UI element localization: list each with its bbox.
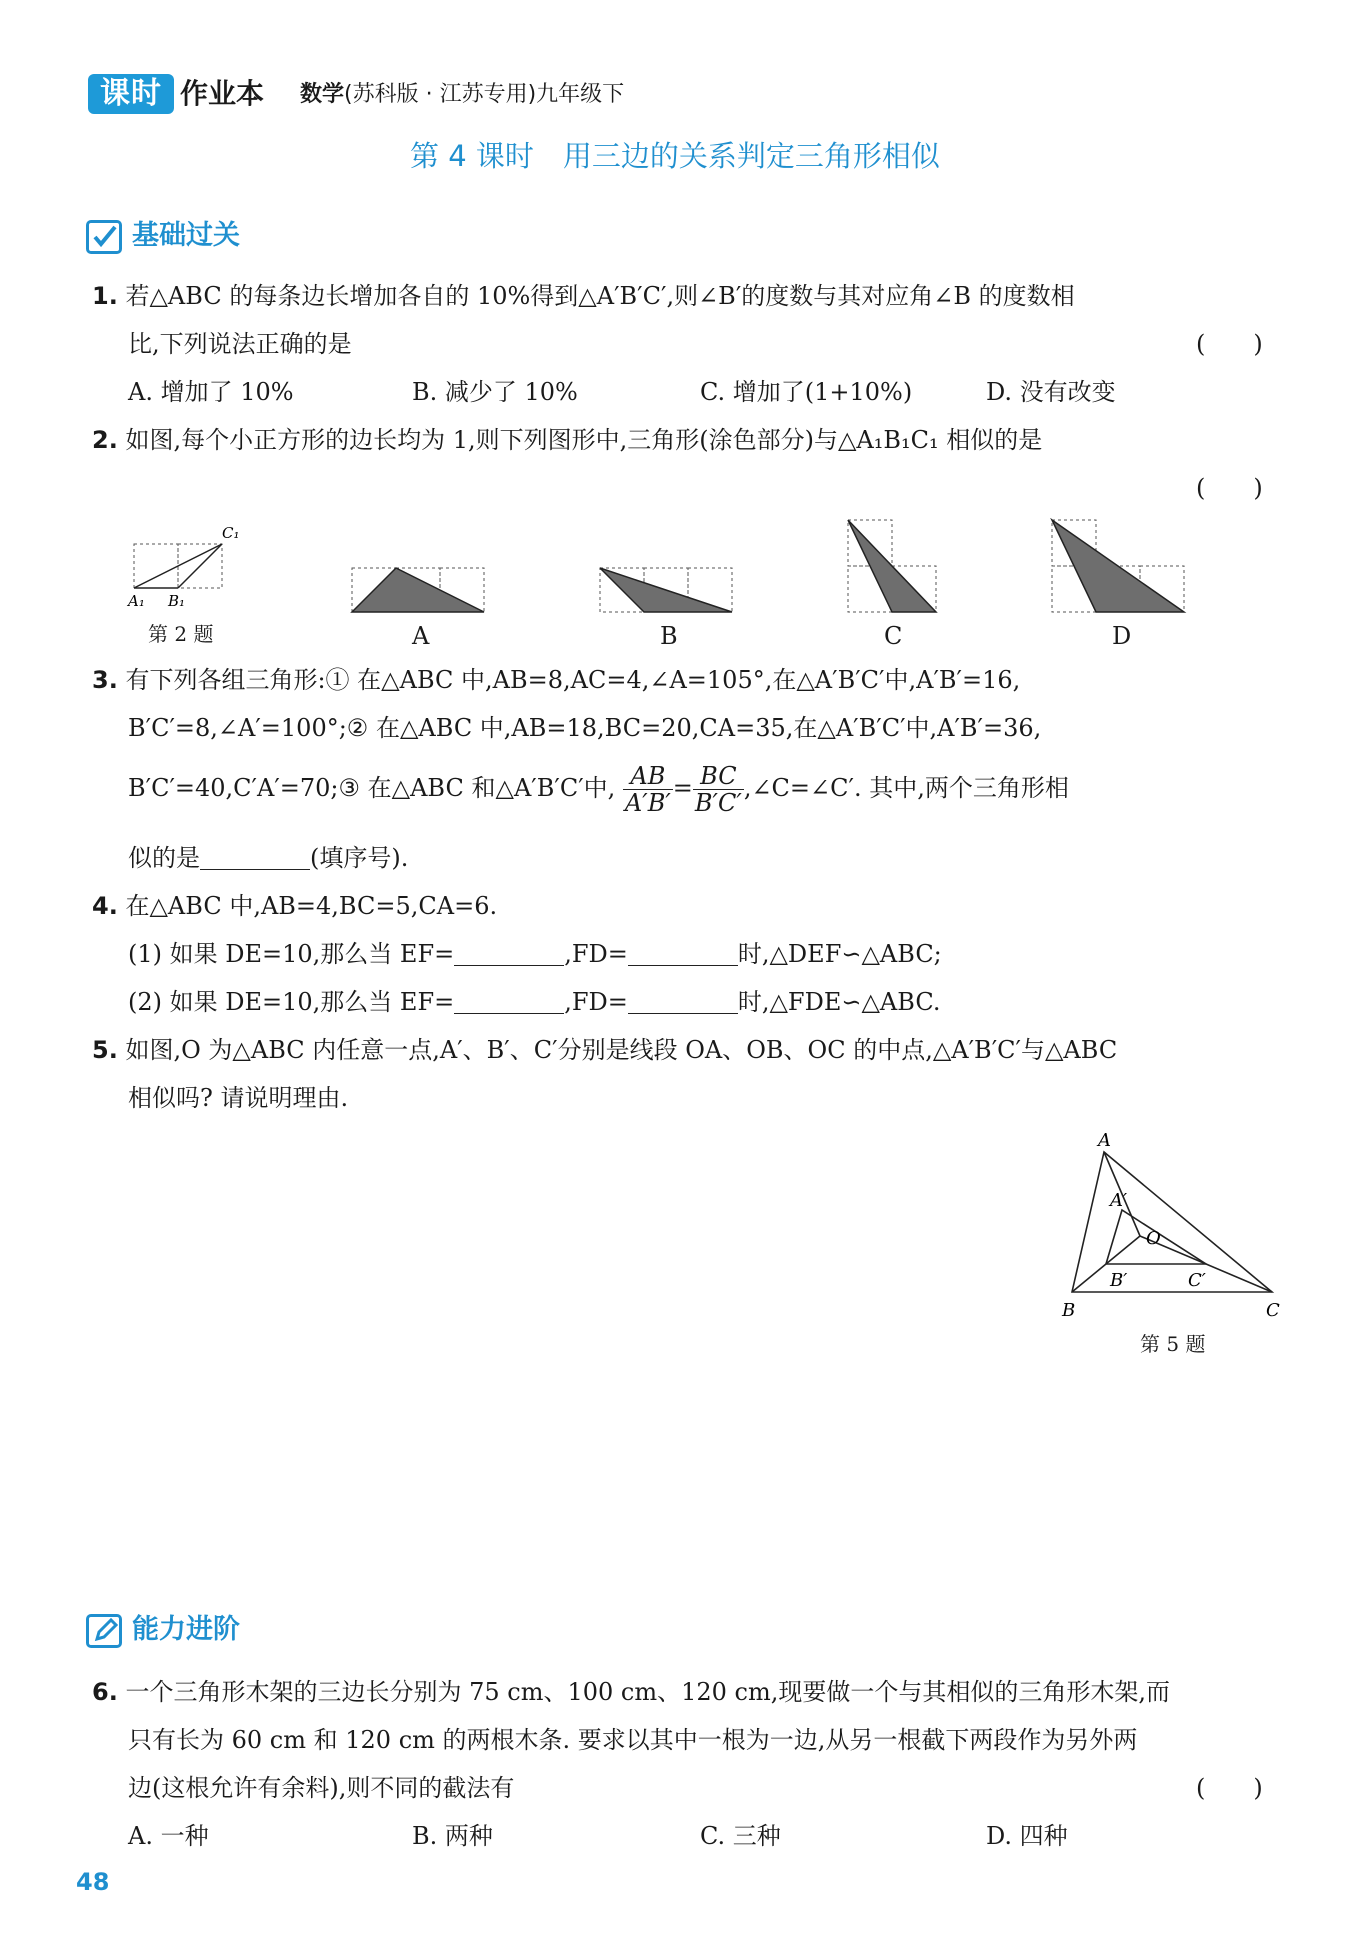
q1-option-a: A. 增加了 10% (128, 378, 294, 406)
q6-option-c: C. 三种 (700, 1822, 781, 1850)
q4-p2-c: 时,△FDE∽△ABC. (737, 988, 941, 1016)
q5-label-c: C (1266, 1300, 1280, 1321)
q4-text1: 在△ABC 中,AB=4,BC=5,CA=6. (125, 892, 498, 920)
q3-text4-pre: 似的是 (128, 844, 200, 872)
q3-line3 (128, 760, 1069, 816)
q6-text1: 一个三角形木架的三边长分别为 75 cm、100 cm、120 cm,现要做一个与其相似的三角形木架,而 (125, 1678, 1170, 1706)
q1-number: 1. (92, 282, 118, 310)
q4-p1-ef-blank[interactable] (454, 939, 564, 966)
q1-answer-paren: ( ) (1196, 330, 1263, 358)
q3-frac2-numerator: BC (693, 763, 744, 790)
q1-text1: 若△ABC 的每条边长增加各自的 10%得到△A′B′C′,则∠B′的度数与其对应角∠B 的度数相 (125, 282, 1075, 310)
q3-text3-pre: B′C′=40,C′A′=70;③ 在△ABC 和△A′B′C′中, (128, 774, 616, 802)
q3-text3-post: ,∠C=∠C′. 其中,两个三角形相 (743, 774, 1069, 802)
q3-number: 3. (92, 666, 118, 694)
q2-option-b-label: B (660, 622, 678, 650)
q5-figure (1060, 1124, 1290, 1324)
q2-line1 (92, 422, 1042, 458)
q4-part2 (128, 984, 940, 1020)
section-basic: 基础过关 (132, 220, 240, 251)
q2-label-c1: C₁ (222, 524, 240, 542)
check-icon (86, 220, 122, 254)
q4-p1-fd-blank[interactable] (628, 939, 738, 966)
q6-line1 (92, 1674, 1170, 1710)
q4-part1 (128, 936, 942, 972)
q1-option-c: C. 增加了(1+10%) (700, 378, 913, 406)
q4-p2-fd-blank[interactable] (628, 987, 738, 1014)
q5-figure-caption: 第 5 题 (1140, 1332, 1206, 1356)
q5-label-b: B (1062, 1300, 1076, 1321)
q4-p1-c: 时,△DEF∽△ABC; (737, 940, 942, 968)
q5-line2: 相似吗? 请说明理由. (128, 1084, 349, 1112)
q5-label-o: O (1146, 1228, 1161, 1249)
q2-option-d-figure (1050, 518, 1192, 616)
q5-text1: 如图,O 为△ABC 内任意一点,A′、B′、C′分别是线段 OA、OB、OC 的中点,△A′B′C′与△ABC (125, 1036, 1118, 1064)
q1-option-b: B. 减少了 10% (412, 378, 578, 406)
q3-text4-post: (填序号). (310, 844, 409, 872)
q6-line3: 边(这根允许有余料),则不同的截法有 (128, 1774, 515, 1802)
q2-figure-caption: 第 2 题 (148, 622, 214, 646)
q5-label-c-prime: C′ (1188, 1270, 1206, 1291)
q4-p2-a: (2) 如果 DE=10,那么当 EF= (128, 988, 455, 1016)
q6-line2: 只有长为 60 cm 和 120 cm 的两根木条. 要求以其中一根为一边,从另一根截下两段作为另外两 (128, 1726, 1138, 1754)
q3-line4 (128, 840, 408, 876)
q4-p1-b: ,FD= (564, 940, 628, 968)
q2-option-b-figure (598, 564, 740, 616)
q5-label-a: A (1098, 1130, 1111, 1151)
q5-line1 (92, 1032, 1117, 1068)
q4-number: 4. (92, 892, 118, 920)
q4-p1-a: (1) 如果 DE=10,那么当 EF= (128, 940, 455, 968)
page-number: 48 (76, 1868, 110, 1896)
q3-fraction-bc (693, 763, 744, 816)
q3-frac1-denominator: A′B′ (624, 789, 671, 817)
q3-fraction-ab (623, 763, 673, 816)
q3-text1: 有下列各组三角形:① 在△ABC 中,AB=8,AC=4,∠A=105°,在△A′B′C′中,A′B′=16, (125, 666, 1021, 694)
q5-label-b-prime: B′ (1110, 1270, 1128, 1291)
subject-title (300, 80, 624, 110)
q2-option-c-label: C (884, 622, 903, 650)
q6-option-b: B. 两种 (412, 1822, 493, 1850)
q5-number: 5. (92, 1036, 118, 1064)
q4-p2-b: ,FD= (564, 988, 628, 1016)
q2-text1: 如图,每个小正方形的边长均为 1,则下列图形中,三角形(涂色部分)与△A₁B₁C₁ 相似的是 (125, 426, 1043, 454)
q6-number: 6. (92, 1678, 118, 1706)
q2-answer-paren: ( ) (1196, 474, 1263, 502)
q2-option-a-label: A (412, 622, 430, 650)
q3-line2: B′C′=8,∠A′=100°;② 在△ABC 中,AB=18,BC=20,CA=35,在△A′B′C′中,A′B′=36, (128, 714, 1042, 742)
q5-label-a-prime: A′ (1110, 1190, 1128, 1211)
q3-equals: = (672, 774, 693, 802)
brand-series: 作业本 (180, 77, 265, 110)
subject-rest: (苏科版 · 江苏专用)九年级下 (344, 82, 625, 107)
q4-p2-ef-blank[interactable] (454, 987, 564, 1014)
q3-line1 (92, 662, 1020, 698)
q2-number: 2. (92, 426, 118, 454)
q6-option-d: D. 四种 (986, 1822, 1068, 1850)
q3-answer-blank[interactable] (200, 843, 310, 870)
subject-bold: 数学 (300, 82, 345, 107)
brand-logo: 课时 (88, 74, 174, 114)
q2-option-a-figure (350, 564, 492, 616)
q1-option-d: D. 没有改变 (986, 378, 1116, 406)
q2-option-c-figure (846, 518, 942, 616)
pencil-icon (86, 1614, 122, 1648)
q1-line2: 比,下列说法正确的是 (128, 330, 352, 358)
lesson-title: 第 4 课时 用三边的关系判定三角形相似 (410, 139, 940, 173)
q2-label-b1: B₁ (168, 592, 186, 610)
q3-frac1-numerator: AB (623, 763, 673, 790)
q3-frac2-denominator: B′C′ (694, 789, 742, 817)
q2-option-d-label: D (1112, 622, 1132, 650)
q2-label-a1: A₁ (128, 592, 145, 610)
q2-reference-figure (126, 516, 246, 616)
q6-option-a: A. 一种 (128, 1822, 209, 1850)
section-advanced: 能力进阶 (132, 1614, 240, 1645)
q6-answer-paren: ( ) (1196, 1774, 1263, 1802)
q1-line1 (92, 278, 1075, 314)
q4-line1 (92, 888, 497, 924)
